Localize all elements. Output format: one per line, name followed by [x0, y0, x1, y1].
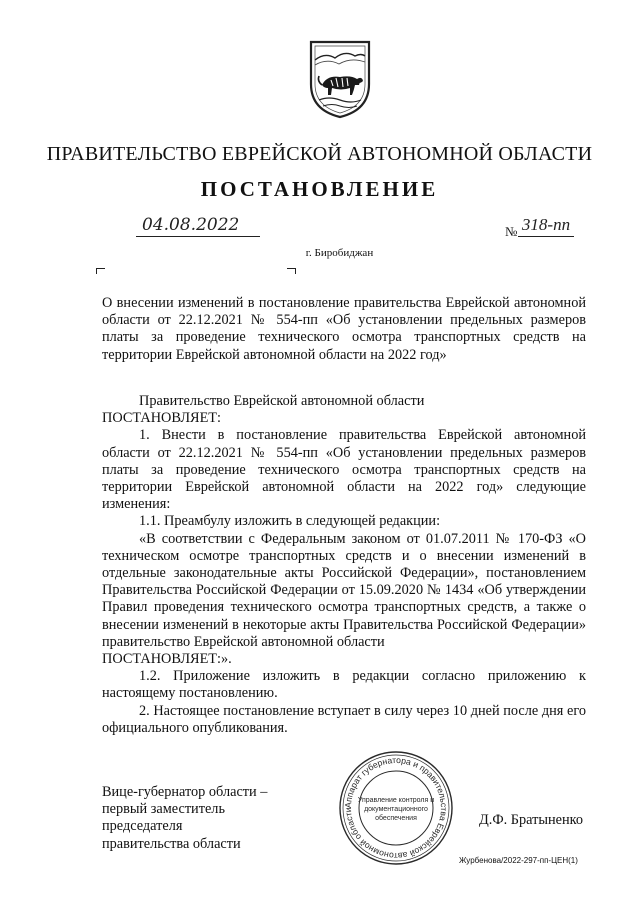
- document-number-label: №: [505, 224, 518, 239]
- resolves-paragraph: ПОСТАНОВЛЯЕТ:: [102, 410, 222, 427]
- document-number-field: 318-пп: [518, 214, 574, 237]
- document-date-field: 04.08.2022: [136, 214, 260, 237]
- item-2-paragraph: 2. Настоящее постановление вступает в силу через 10 дней после дня его официального опубликования.: [102, 702, 586, 736]
- official-stamp: [338, 749, 454, 867]
- quote-paragraph: «В соответствии с Федеральным законом от 01.07.2011 № 170-ФЗ «О техническом осмотре транспортных средств и о внесении изменений в отдельные законодательные акты Российской Федерации», постановлением Правительства Российской Федерации от 15.09.2020 № 1434 «Об утверждении Правил проведения технического осмотра транспортных средств, а также о внесении изменений в некоторые акты Правительства Российской Федерации» правительство Еврейской автономной области: [102, 530, 586, 650]
- stamp-center-line-1: Управление контроля и: [357, 797, 435, 804]
- city-label: г. Биробиджан: [305, 247, 374, 259]
- organization-name: ПРАВИТЕЛЬСТВО ЕВРЕЙСКОЙ АВТОНОМНОЙ ОБЛАСТИ: [46, 143, 593, 165]
- signatory-name: Д.Ф. Братыненко: [479, 812, 583, 828]
- stamp-ring-text: Аппарат губернатора и правительства Еврейской автономной области: [342, 754, 450, 862]
- intro-paragraph: Правительство Еврейской автономной области: [139, 393, 425, 409]
- quote-end-paragraph: ПОСТАНОВЛЯЕТ:».: [102, 651, 232, 668]
- stamp-center-line-3: обеспечения: [375, 815, 417, 822]
- document-subject: О внесении изменений в постановление правительства Еврейской автономной области от 22.12.2021 № 554-пп «Об установлении предельных размеров платы за проведение технического осмотра транспортных средств на территории Еврейской автономной области на 2022 год»: [102, 295, 586, 363]
- stamp-center-line-2: документационного: [364, 806, 428, 813]
- document-body: [102, 393, 586, 737]
- subject-corner-left-mark: [96, 268, 105, 274]
- signatory-title-line-2: первый заместитель председателя: [102, 801, 225, 835]
- coat-of-arms-icon: [305, 38, 375, 120]
- item-1-1-paragraph: 1.1. Преамбулу изложить в следующей редакции:: [139, 513, 441, 530]
- subject-corner-right-mark: [287, 268, 296, 274]
- item-1-paragraph: 1. Внести в постановление правительства Еврейской автономной области от 22.12.2021 № 554-пп «Об установлении предельных размеров платы за проведение технического осмотра транспортных средств на территории Еврейской автономной области на 2022 год» следующие изменения:: [102, 427, 586, 513]
- item-1-2-paragraph: 1.2. Приложение изложить в редакции согласно приложению к настоящему постановлению.: [102, 668, 586, 702]
- signatory-title-line-3: правительства области: [102, 835, 241, 852]
- document-reference: Журбенова/2022-297-пп-ЦЕН(1): [459, 856, 578, 865]
- signatory-title-line-1: Вице-губернатор области –: [102, 784, 268, 800]
- signatory-block: [102, 784, 302, 853]
- document-type-heading: ПОСТАНОВЛЕНИЕ: [200, 177, 439, 201]
